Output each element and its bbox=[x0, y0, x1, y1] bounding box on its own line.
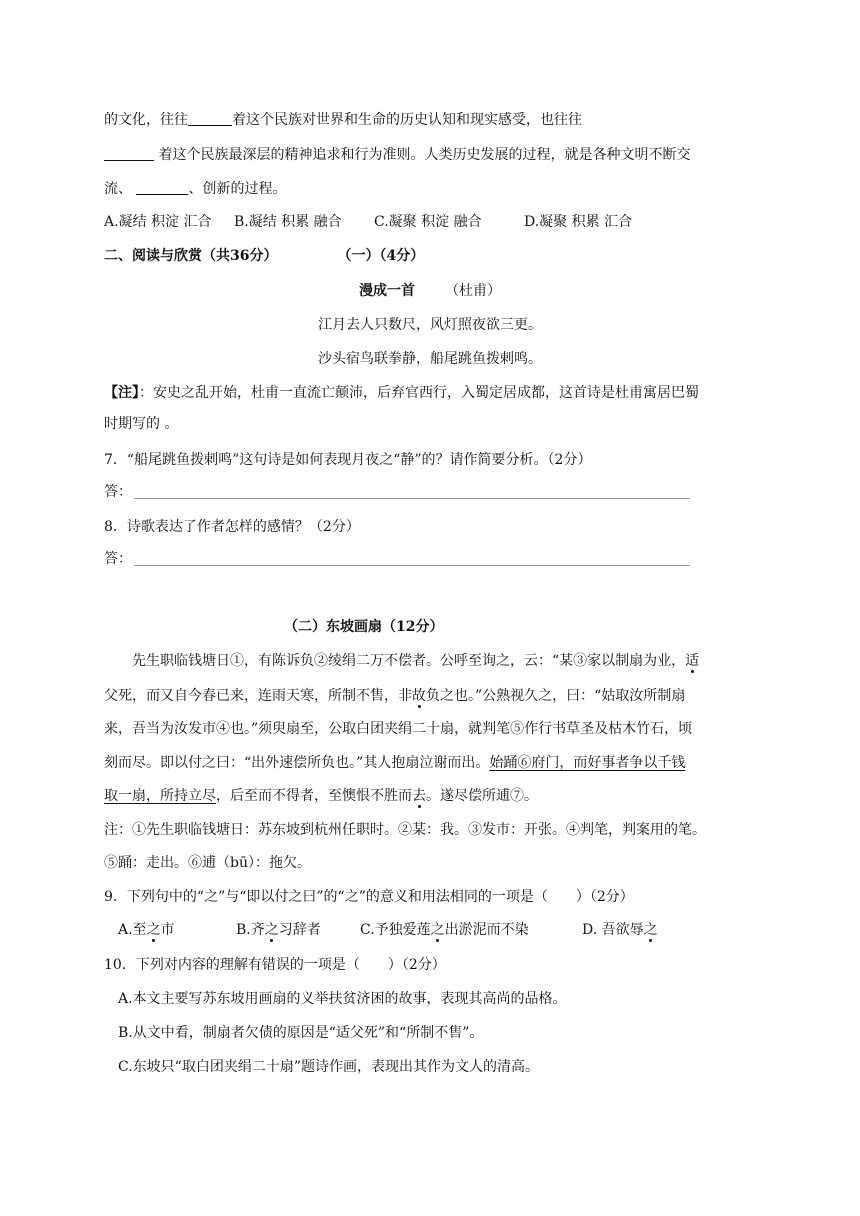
q8-answer-row bbox=[104, 549, 690, 569]
section-2-heading: 二、阅读与欣赏（共36分） bbox=[104, 248, 278, 264]
q7-answer-label: 答： bbox=[104, 484, 132, 500]
q6-line-3 bbox=[104, 179, 286, 199]
q6-blank-3 bbox=[136, 180, 188, 195]
passage-dotted-gu: 故 bbox=[412, 688, 426, 704]
q9-option-a: A.至之市 bbox=[118, 922, 175, 938]
poem-note-2: 时期写的 。 bbox=[104, 416, 179, 432]
q6-option-b: B.凝结 积累 融合 bbox=[234, 214, 342, 230]
passage-line-1 bbox=[132, 651, 699, 671]
q6-blank-2 bbox=[104, 146, 154, 161]
q7-answer-row bbox=[104, 482, 690, 502]
q6-text-3a: 流、 bbox=[104, 181, 137, 197]
poem-author: （杜甫） bbox=[445, 283, 501, 299]
q6-option-c: C.凝聚 积淀 融合 bbox=[374, 214, 482, 230]
passage-dotted-shi: 适 bbox=[685, 653, 700, 669]
passage-text-4: 刻而尽。即以付之曰：“出外速偿所负也。”其人抱扇泣谢而出。 bbox=[104, 755, 490, 771]
q9-question: 9．下列句中的“之”与“即以付之曰”的“之”的意义和用法相同的一项是（ ）（2分） bbox=[104, 889, 634, 905]
passage-text-2a: 父死，而又自今春已来，连雨天寒，所制不售，非 bbox=[104, 688, 412, 704]
poem-title: 漫成一首 bbox=[359, 283, 415, 299]
q9-option-a-zhi: 之 bbox=[146, 922, 161, 938]
poem-note-label: 【注】 bbox=[104, 385, 139, 401]
q6-line-1 bbox=[104, 110, 582, 130]
passage-notes-1: 注：①先生职临钱塘日：苏东坡到杭州任职时。②某：我。③发市：开张。④判笔，判案用的笔。 bbox=[104, 822, 706, 838]
q6-text-1b: 着这个民族对世界和生命的历史认知和现实感受，也往往 bbox=[232, 112, 582, 128]
q9-option-d-zhi: 之 bbox=[643, 922, 658, 938]
passage-text-5a: ，后至而不得者，至懊恨不胜而 bbox=[216, 788, 412, 804]
passage-underlined-4: 始踊⑥府门，而好事者争以千钱 bbox=[489, 755, 686, 771]
q8-question: 8．诗歌表达了作者怎样的感情？（2分） bbox=[104, 519, 360, 535]
poem-note-text-1: ：安史之乱开始，杜甫一直流亡颠沛，后弃官西行，入蜀定居成都，这首诗是杜甫寓居巴蜀 bbox=[139, 385, 699, 401]
passage-text-5b: 。遂尽偿所逋⑦。 bbox=[426, 788, 538, 804]
q6-options bbox=[104, 212, 632, 232]
passage-text-1: 先生职临钱塘日①，有陈诉负②绫绢二万不偿者。公呼至询之，云：“某③家以制扇为业， bbox=[132, 653, 686, 669]
passage-text-2b: 负之也。”公熟视久之，曰：“姑取汝所制扇 bbox=[426, 688, 686, 704]
q8-answer-line[interactable] bbox=[134, 551, 690, 566]
q9-option-b: B.齐之习辞者 bbox=[236, 922, 321, 938]
q7-answer-line[interactable] bbox=[134, 484, 690, 499]
poem-note-1 bbox=[104, 383, 699, 403]
poem-line-2: 沙头宿鸟联拳静，船尾跳鱼拨剌鸣。 bbox=[318, 351, 542, 367]
q6-blank-1 bbox=[188, 111, 232, 126]
q8-answer-label: 答： bbox=[104, 551, 132, 567]
passage-line-2 bbox=[104, 686, 685, 706]
q10-question: 10．下列对内容的理解有错误的一项是（ ）（2分） bbox=[104, 957, 446, 973]
q7-question: 7．“船尾跳鱼拨剌鸣”这句诗是如何表现月夜之“静”的？请作简要分析。（2分） bbox=[104, 452, 592, 468]
q10-option-b: B.从文中看，制扇者欠债的原因是“适父死”和“所制不售”。 bbox=[118, 1025, 484, 1041]
q10-option-c: C.东坡只“取白团夹绢二十扇”题诗作画，表现出其作为文人的清高。 bbox=[118, 1059, 539, 1075]
passage-line-4 bbox=[104, 753, 685, 773]
q6-text-3b: 、创新的过程。 bbox=[188, 181, 287, 197]
q9-option-c: C.予独爱莲之出淤泥而不染 bbox=[360, 922, 529, 938]
q6-text-1a: 的文化，往往 bbox=[104, 112, 188, 128]
q6-option-a: A.凝结 积淀 汇合 bbox=[104, 214, 212, 230]
q6-text-2: 着这个民族最深层的精神追求和行为准则。人类历史发展的过程，就是各种文明不断交 bbox=[154, 147, 691, 163]
q6-line-2 bbox=[104, 145, 690, 165]
q6-option-d: D.凝聚 积累 汇合 bbox=[524, 214, 633, 230]
q9-option-d: D. 吾欲辱之 bbox=[582, 922, 658, 938]
q10-option-a: A.本文主要写苏东坡用画扇的义举扶贫济困的故事，表现其高尚的品格。 bbox=[118, 991, 567, 1007]
passage-dotted-qu: 去 bbox=[412, 788, 426, 804]
part-1-heading: （一）（4分） bbox=[337, 248, 425, 264]
passage-line-3: 来，吾当为汝发市④也。”须臾扇至，公取白团夹绢二十扇，就判笔⑤作行书草圣及枯木竹石，顷 bbox=[104, 721, 693, 737]
poem-title-row bbox=[0, 281, 860, 301]
q9-option-c-zhi: 之 bbox=[430, 922, 445, 938]
part-2-title: （二）东坡画扇（12分） bbox=[284, 619, 444, 635]
passage-notes-2: ⑤踊：走出。⑥逋（bū）：拖欠。 bbox=[104, 855, 311, 871]
q9-options bbox=[118, 920, 658, 940]
q9-option-b-zhi: 之 bbox=[264, 922, 279, 938]
passage-line-5 bbox=[104, 786, 538, 806]
poem-line-1: 江月去人只数尺，风灯照夜欲三更。 bbox=[318, 317, 542, 333]
passage-underlined-5: 取一扇，所持立尽 bbox=[104, 788, 216, 804]
section-2-heading-row bbox=[104, 246, 424, 266]
